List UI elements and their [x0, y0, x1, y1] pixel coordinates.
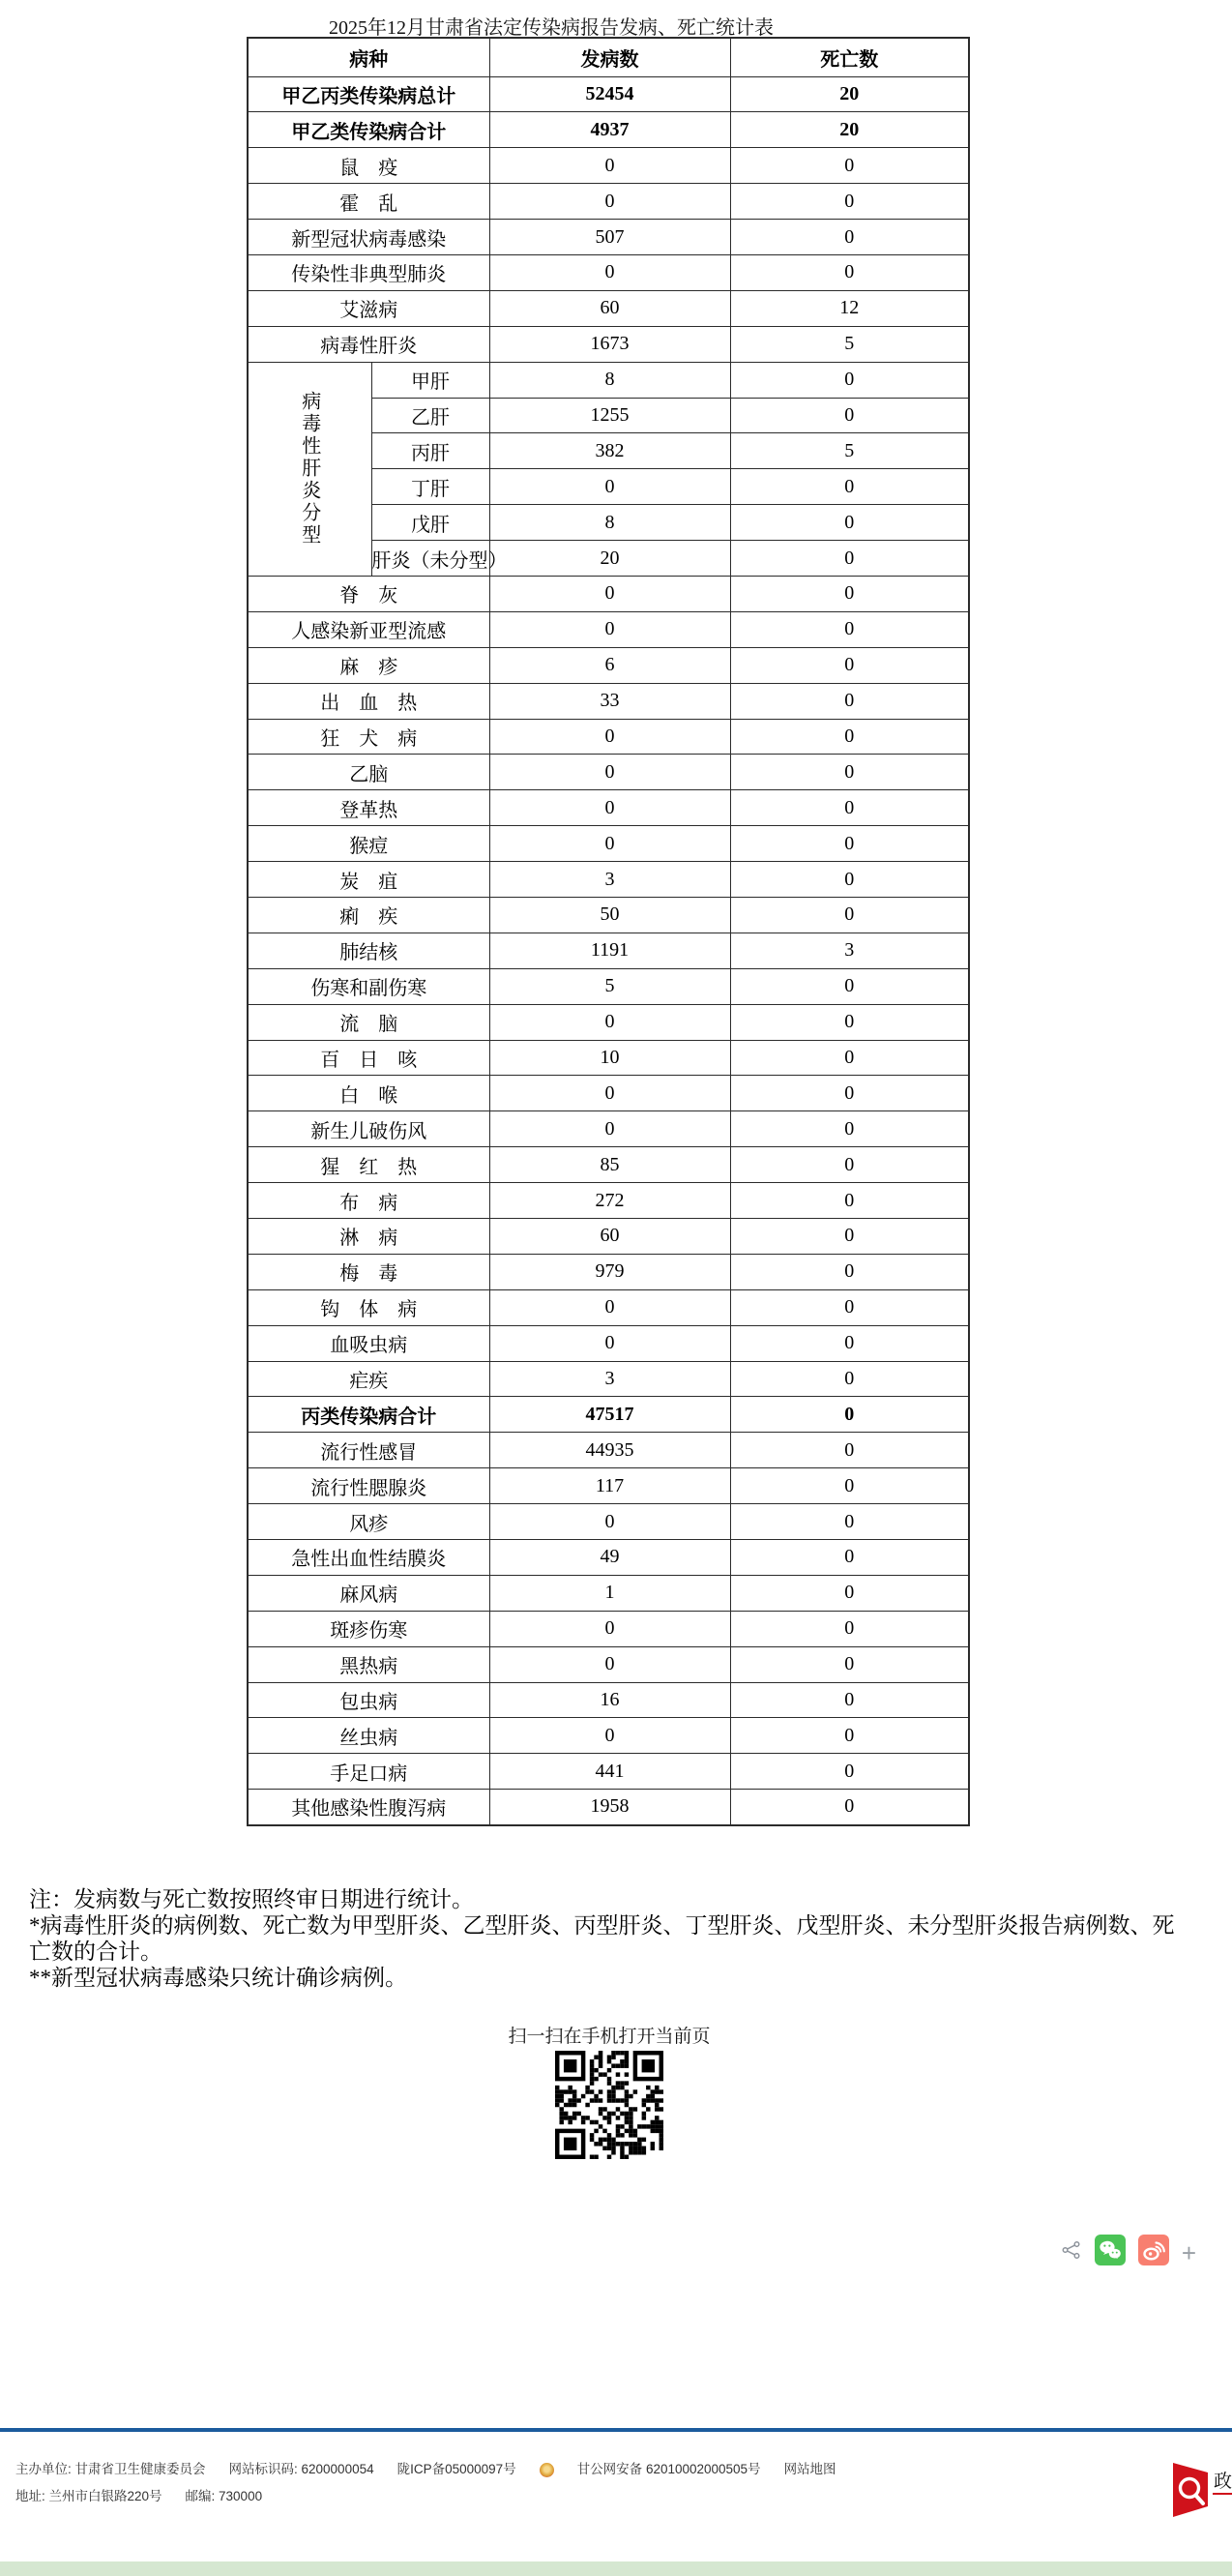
- disease-name-cell: 猩 红 热: [248, 1147, 489, 1183]
- footer-line-2: [15, 2487, 1108, 2506]
- deaths-cell: 0: [730, 1004, 969, 1040]
- disease-name-cell: 甲乙类传染病合计: [248, 112, 489, 148]
- table-row: [248, 1646, 969, 1682]
- table-row: [248, 290, 969, 326]
- disease-stats-table: [247, 37, 970, 1826]
- table-row: [248, 326, 969, 362]
- deaths-cell: 5: [730, 433, 969, 469]
- table-row: [248, 826, 969, 862]
- disease-name-cell: 丙肝: [371, 433, 489, 469]
- cases-cell: 117: [489, 1468, 730, 1504]
- disease-name-cell: 传染性非典型肺炎: [248, 254, 489, 290]
- deaths-cell: 0: [730, 1325, 969, 1361]
- cases-cell: 20: [489, 541, 730, 577]
- cases-cell: 60: [489, 1219, 730, 1255]
- deaths-cell: 0: [730, 362, 969, 398]
- disease-name-cell: 流 脑: [248, 1004, 489, 1040]
- cases-cell: 0: [489, 826, 730, 862]
- table-row: [248, 1575, 969, 1611]
- cases-cell: 1958: [489, 1790, 730, 1825]
- cases-cell: 0: [489, 755, 730, 790]
- cases-cell: 507: [489, 220, 730, 255]
- table-row: [248, 1219, 969, 1255]
- cases-cell: 3: [489, 862, 730, 898]
- disease-name-cell: 戊肝: [371, 505, 489, 541]
- disease-name-cell: 新生儿破伤风: [248, 1111, 489, 1147]
- gov-error-report-badge[interactable]: [1173, 2463, 1232, 2521]
- table-header-row: [248, 38, 969, 76]
- footer-address: 地址: 兰州市白银路220号: [15, 2489, 162, 2504]
- cases-cell: 44935: [489, 1433, 730, 1468]
- cases-cell: 382: [489, 433, 730, 469]
- deaths-cell: 0: [730, 1254, 969, 1289]
- more-share-icon[interactable]: +: [1181, 2237, 1196, 2267]
- table-row: [248, 1183, 969, 1219]
- deaths-cell: 0: [730, 1790, 969, 1825]
- cases-cell: 52454: [489, 76, 730, 112]
- error-badge-label: 政: [1214, 2472, 1232, 2492]
- table-row: [248, 755, 969, 790]
- disease-name-cell: 人感染新亚型流感: [248, 611, 489, 647]
- table-row: [248, 968, 969, 1004]
- disease-name-cell: 肺结核: [248, 933, 489, 968]
- disease-name-cell: 登革热: [248, 790, 489, 826]
- disease-name-cell: 淋 病: [248, 1219, 489, 1255]
- deaths-cell: 0: [730, 611, 969, 647]
- deaths-cell: 3: [730, 933, 969, 968]
- deaths-cell: 0: [730, 1646, 969, 1682]
- footer-site-code: 网站标识码: 6200000054: [228, 2462, 374, 2477]
- table-row: [248, 1754, 969, 1790]
- cases-cell: 85: [489, 1147, 730, 1183]
- deaths-cell: 0: [730, 1611, 969, 1646]
- disease-name-cell: 风疹: [248, 1504, 489, 1540]
- col-header-disease: 病种: [248, 38, 489, 76]
- note-line: 注：发病数与死亡数按照终审日期进行统计。: [29, 1887, 474, 1911]
- table-row: [248, 1790, 969, 1825]
- cases-cell: 0: [489, 1111, 730, 1147]
- deaths-cell: 0: [730, 719, 969, 755]
- cases-cell: 4937: [489, 112, 730, 148]
- cases-cell: 8: [489, 362, 730, 398]
- disease-name-cell: 乙肝: [371, 398, 489, 433]
- cases-cell: 1191: [489, 933, 730, 968]
- share-icon[interactable]: [1061, 2239, 1082, 2265]
- deaths-cell: 0: [730, 683, 969, 719]
- cases-cell: 0: [489, 1289, 730, 1325]
- footer: [15, 2460, 1108, 2506]
- cases-cell: 3: [489, 1361, 730, 1397]
- disease-name-cell: 疟疾: [248, 1361, 489, 1397]
- cases-cell: 1673: [489, 326, 730, 362]
- note-line: *病毒性肝炎的病例数、死亡数为甲型肝炎、乙型肝炎、丙型肝炎、丁型肝炎、戊型肝炎、未分型肝炎报告病例数、死亡数的合计。: [29, 1913, 1175, 1964]
- deaths-cell: 0: [730, 1575, 969, 1611]
- footer-security-link[interactable]: 甘公网安备 62010002000505号: [576, 2462, 761, 2477]
- cases-cell: 33: [489, 683, 730, 719]
- bottom-strip: [0, 2561, 1232, 2576]
- disease-name-cell: 猴痘: [248, 826, 489, 862]
- table-row: [248, 1254, 969, 1289]
- table-row: [248, 1147, 969, 1183]
- cases-cell: 0: [489, 1325, 730, 1361]
- disease-name-cell: 急性出血性结膜炎: [248, 1540, 489, 1576]
- cases-cell: 0: [489, 1718, 730, 1754]
- table-row: [248, 1111, 969, 1147]
- disease-name-cell: 麻 疹: [248, 647, 489, 683]
- disease-name-cell: 乙脑: [248, 755, 489, 790]
- qr-caption: 扫一扫在手机打开当前页: [508, 2027, 711, 2047]
- deaths-cell: 0: [730, 1540, 969, 1576]
- deaths-cell: 20: [730, 112, 969, 148]
- deaths-cell: 0: [730, 220, 969, 255]
- table-row: [248, 1540, 969, 1576]
- table-row: [248, 1076, 969, 1111]
- disease-name-cell: 丁肝: [371, 469, 489, 505]
- deaths-cell: 0: [730, 1397, 969, 1433]
- deaths-cell: 0: [730, 1183, 969, 1219]
- deaths-cell: 0: [730, 1040, 969, 1076]
- cases-cell: 60: [489, 290, 730, 326]
- deaths-cell: 0: [730, 469, 969, 505]
- hepatitis-group-label: 病毒性肝炎分型: [248, 362, 371, 576]
- table-row: [248, 1611, 969, 1646]
- deaths-cell: 12: [730, 290, 969, 326]
- disease-name-cell: 出 血 热: [248, 683, 489, 719]
- table-row: [248, 1433, 969, 1468]
- table-row: [248, 184, 969, 220]
- disease-name-cell: 狂 犬 病: [248, 719, 489, 755]
- disease-name-cell: 病毒性肝炎: [248, 326, 489, 362]
- disease-name-cell: 伤寒和副伤寒: [248, 968, 489, 1004]
- footer-icp-link[interactable]: 陇ICP备05000097号: [396, 2462, 516, 2477]
- table-row: [248, 1361, 969, 1397]
- disease-name-cell: 鼠 疫: [248, 148, 489, 184]
- deaths-cell: 0: [730, 254, 969, 290]
- deaths-cell: 0: [730, 148, 969, 184]
- table-row: [248, 362, 969, 398]
- deaths-cell: 0: [730, 1361, 969, 1397]
- footer-sitemap-link[interactable]: 网站地图: [783, 2462, 836, 2477]
- disease-name-cell: 痢 疾: [248, 897, 489, 933]
- cases-cell: 16: [489, 1682, 730, 1718]
- disease-name-cell: 手足口病: [248, 1754, 489, 1790]
- cases-cell: 0: [489, 719, 730, 755]
- table-row: [248, 1504, 969, 1540]
- cases-cell: 10: [489, 1040, 730, 1076]
- cases-cell: 441: [489, 1754, 730, 1790]
- page-title: 2025年12月甘肃省法定传染病报告发病、死亡统计表: [329, 17, 774, 39]
- disease-name-cell: 流行性腮腺炎: [248, 1468, 489, 1504]
- deaths-cell: 0: [730, 647, 969, 683]
- cases-cell: 8: [489, 505, 730, 541]
- deaths-cell: 0: [730, 1289, 969, 1325]
- disease-name-cell: 布 病: [248, 1183, 489, 1219]
- cases-cell: 6: [489, 647, 730, 683]
- table-row: [248, 933, 969, 968]
- table-row: [248, 76, 969, 112]
- disease-name-cell: 麻风病: [248, 1575, 489, 1611]
- deaths-cell: 0: [730, 1682, 969, 1718]
- disease-name-cell: 丙类传染病合计: [248, 1397, 489, 1433]
- deaths-cell: 0: [730, 505, 969, 541]
- footer-postcode: 邮编: 730000: [185, 2489, 263, 2504]
- disease-name-cell: 新型冠状病毒感染: [248, 220, 489, 255]
- deaths-cell: 0: [730, 184, 969, 220]
- cases-cell: 0: [489, 790, 730, 826]
- table-row: [248, 1325, 969, 1361]
- deaths-cell: 0: [730, 1076, 969, 1111]
- disease-name-cell: 艾滋病: [248, 290, 489, 326]
- weibo-share-icon[interactable]: [1138, 2235, 1169, 2270]
- deaths-cell: 0: [730, 826, 969, 862]
- table-row: [248, 719, 969, 755]
- disease-name-cell: 甲乙丙类传染病总计: [248, 76, 489, 112]
- wechat-share-icon[interactable]: [1095, 2235, 1126, 2270]
- disease-name-cell: 其他感染性腹泻病: [248, 1790, 489, 1825]
- disease-name-cell: 钩 体 病: [248, 1289, 489, 1325]
- table-row: [248, 148, 969, 184]
- table-row: [248, 647, 969, 683]
- cases-cell: 1255: [489, 398, 730, 433]
- deaths-cell: 0: [730, 1111, 969, 1147]
- table-row: [248, 220, 969, 255]
- deaths-cell: 0: [730, 576, 969, 611]
- disease-name-cell: 斑疹伤寒: [248, 1611, 489, 1646]
- cases-cell: 272: [489, 1183, 730, 1219]
- disease-name-cell: 脊 灰: [248, 576, 489, 611]
- table-row: [248, 576, 969, 611]
- cases-cell: 0: [489, 254, 730, 290]
- share-toolbar: [1061, 2235, 1196, 2270]
- deaths-cell: 0: [730, 541, 969, 577]
- table-row: [248, 1682, 969, 1718]
- deaths-cell: 0: [730, 1219, 969, 1255]
- cases-cell: 979: [489, 1254, 730, 1289]
- qr-code: [555, 2051, 663, 2159]
- cases-cell: 0: [489, 1004, 730, 1040]
- table-row: [248, 254, 969, 290]
- table-row: [248, 897, 969, 933]
- disease-name-cell: 肝炎（未分型）: [371, 541, 489, 577]
- cases-cell: 47517: [489, 1397, 730, 1433]
- disease-name-cell: 梅 毒: [248, 1254, 489, 1289]
- cases-cell: 49: [489, 1540, 730, 1576]
- deaths-cell: 0: [730, 897, 969, 933]
- table-row: [248, 1468, 969, 1504]
- cases-cell: 0: [489, 1611, 730, 1646]
- col-header-cases: 发病数: [489, 38, 730, 76]
- deaths-cell: 0: [730, 968, 969, 1004]
- disease-table-body: [248, 76, 969, 1825]
- disease-name-cell: 霍 乱: [248, 184, 489, 220]
- error-badge-underline: [1213, 2493, 1232, 2495]
- deaths-cell: 0: [730, 790, 969, 826]
- deaths-cell: 0: [730, 1504, 969, 1540]
- disease-name-cell: 包虫病: [248, 1682, 489, 1718]
- table-row: [248, 1040, 969, 1076]
- table-row: [248, 1718, 969, 1754]
- footer-line-1: [15, 2460, 1108, 2479]
- cases-cell: 0: [489, 611, 730, 647]
- disease-name-cell: 流行性感冒: [248, 1433, 489, 1468]
- disease-name-cell: 黑热病: [248, 1646, 489, 1682]
- cases-cell: 0: [489, 1646, 730, 1682]
- cases-cell: 50: [489, 897, 730, 933]
- deaths-cell: 0: [730, 862, 969, 898]
- deaths-cell: 0: [730, 1468, 969, 1504]
- deaths-cell: 0: [730, 1754, 969, 1790]
- disease-name-cell: 血吸虫病: [248, 1325, 489, 1361]
- deaths-cell: 0: [730, 1718, 969, 1754]
- cases-cell: 1: [489, 1575, 730, 1611]
- deaths-cell: 5: [730, 326, 969, 362]
- table-row: [248, 112, 969, 148]
- note-line: **新型冠状病毒感染只统计确诊病例。: [29, 1966, 407, 1990]
- cases-cell: 0: [489, 576, 730, 611]
- deaths-cell: 20: [730, 76, 969, 112]
- footer-organizer: 主办单位: 甘肃省卫生健康委员会: [15, 2462, 206, 2477]
- cases-cell: 0: [489, 469, 730, 505]
- cases-cell: 0: [489, 184, 730, 220]
- cases-cell: 0: [489, 1504, 730, 1540]
- deaths-cell: 0: [730, 398, 969, 433]
- disease-name-cell: 白 喉: [248, 1076, 489, 1111]
- national-emblem-icon: [540, 2463, 554, 2477]
- table-row: [248, 790, 969, 826]
- disease-name-cell: 甲肝: [371, 362, 489, 398]
- notes-block: [29, 1886, 1186, 1991]
- disease-name-cell: 丝虫病: [248, 1718, 489, 1754]
- table-row: [248, 1289, 969, 1325]
- cases-cell: 0: [489, 148, 730, 184]
- disease-name-cell: 百 日 咳: [248, 1040, 489, 1076]
- table-row: [248, 683, 969, 719]
- table-row: [248, 862, 969, 898]
- table-row: [248, 1004, 969, 1040]
- table-row: [248, 1397, 969, 1433]
- disease-name-cell: 炭 疽: [248, 862, 489, 898]
- deaths-cell: 0: [730, 755, 969, 790]
- col-header-deaths: 死亡数: [730, 38, 969, 76]
- deaths-cell: 0: [730, 1433, 969, 1468]
- cases-cell: 0: [489, 1076, 730, 1111]
- table-row: [248, 611, 969, 647]
- footer-divider: [0, 2428, 1232, 2432]
- cases-cell: 5: [489, 968, 730, 1004]
- deaths-cell: 0: [730, 1147, 969, 1183]
